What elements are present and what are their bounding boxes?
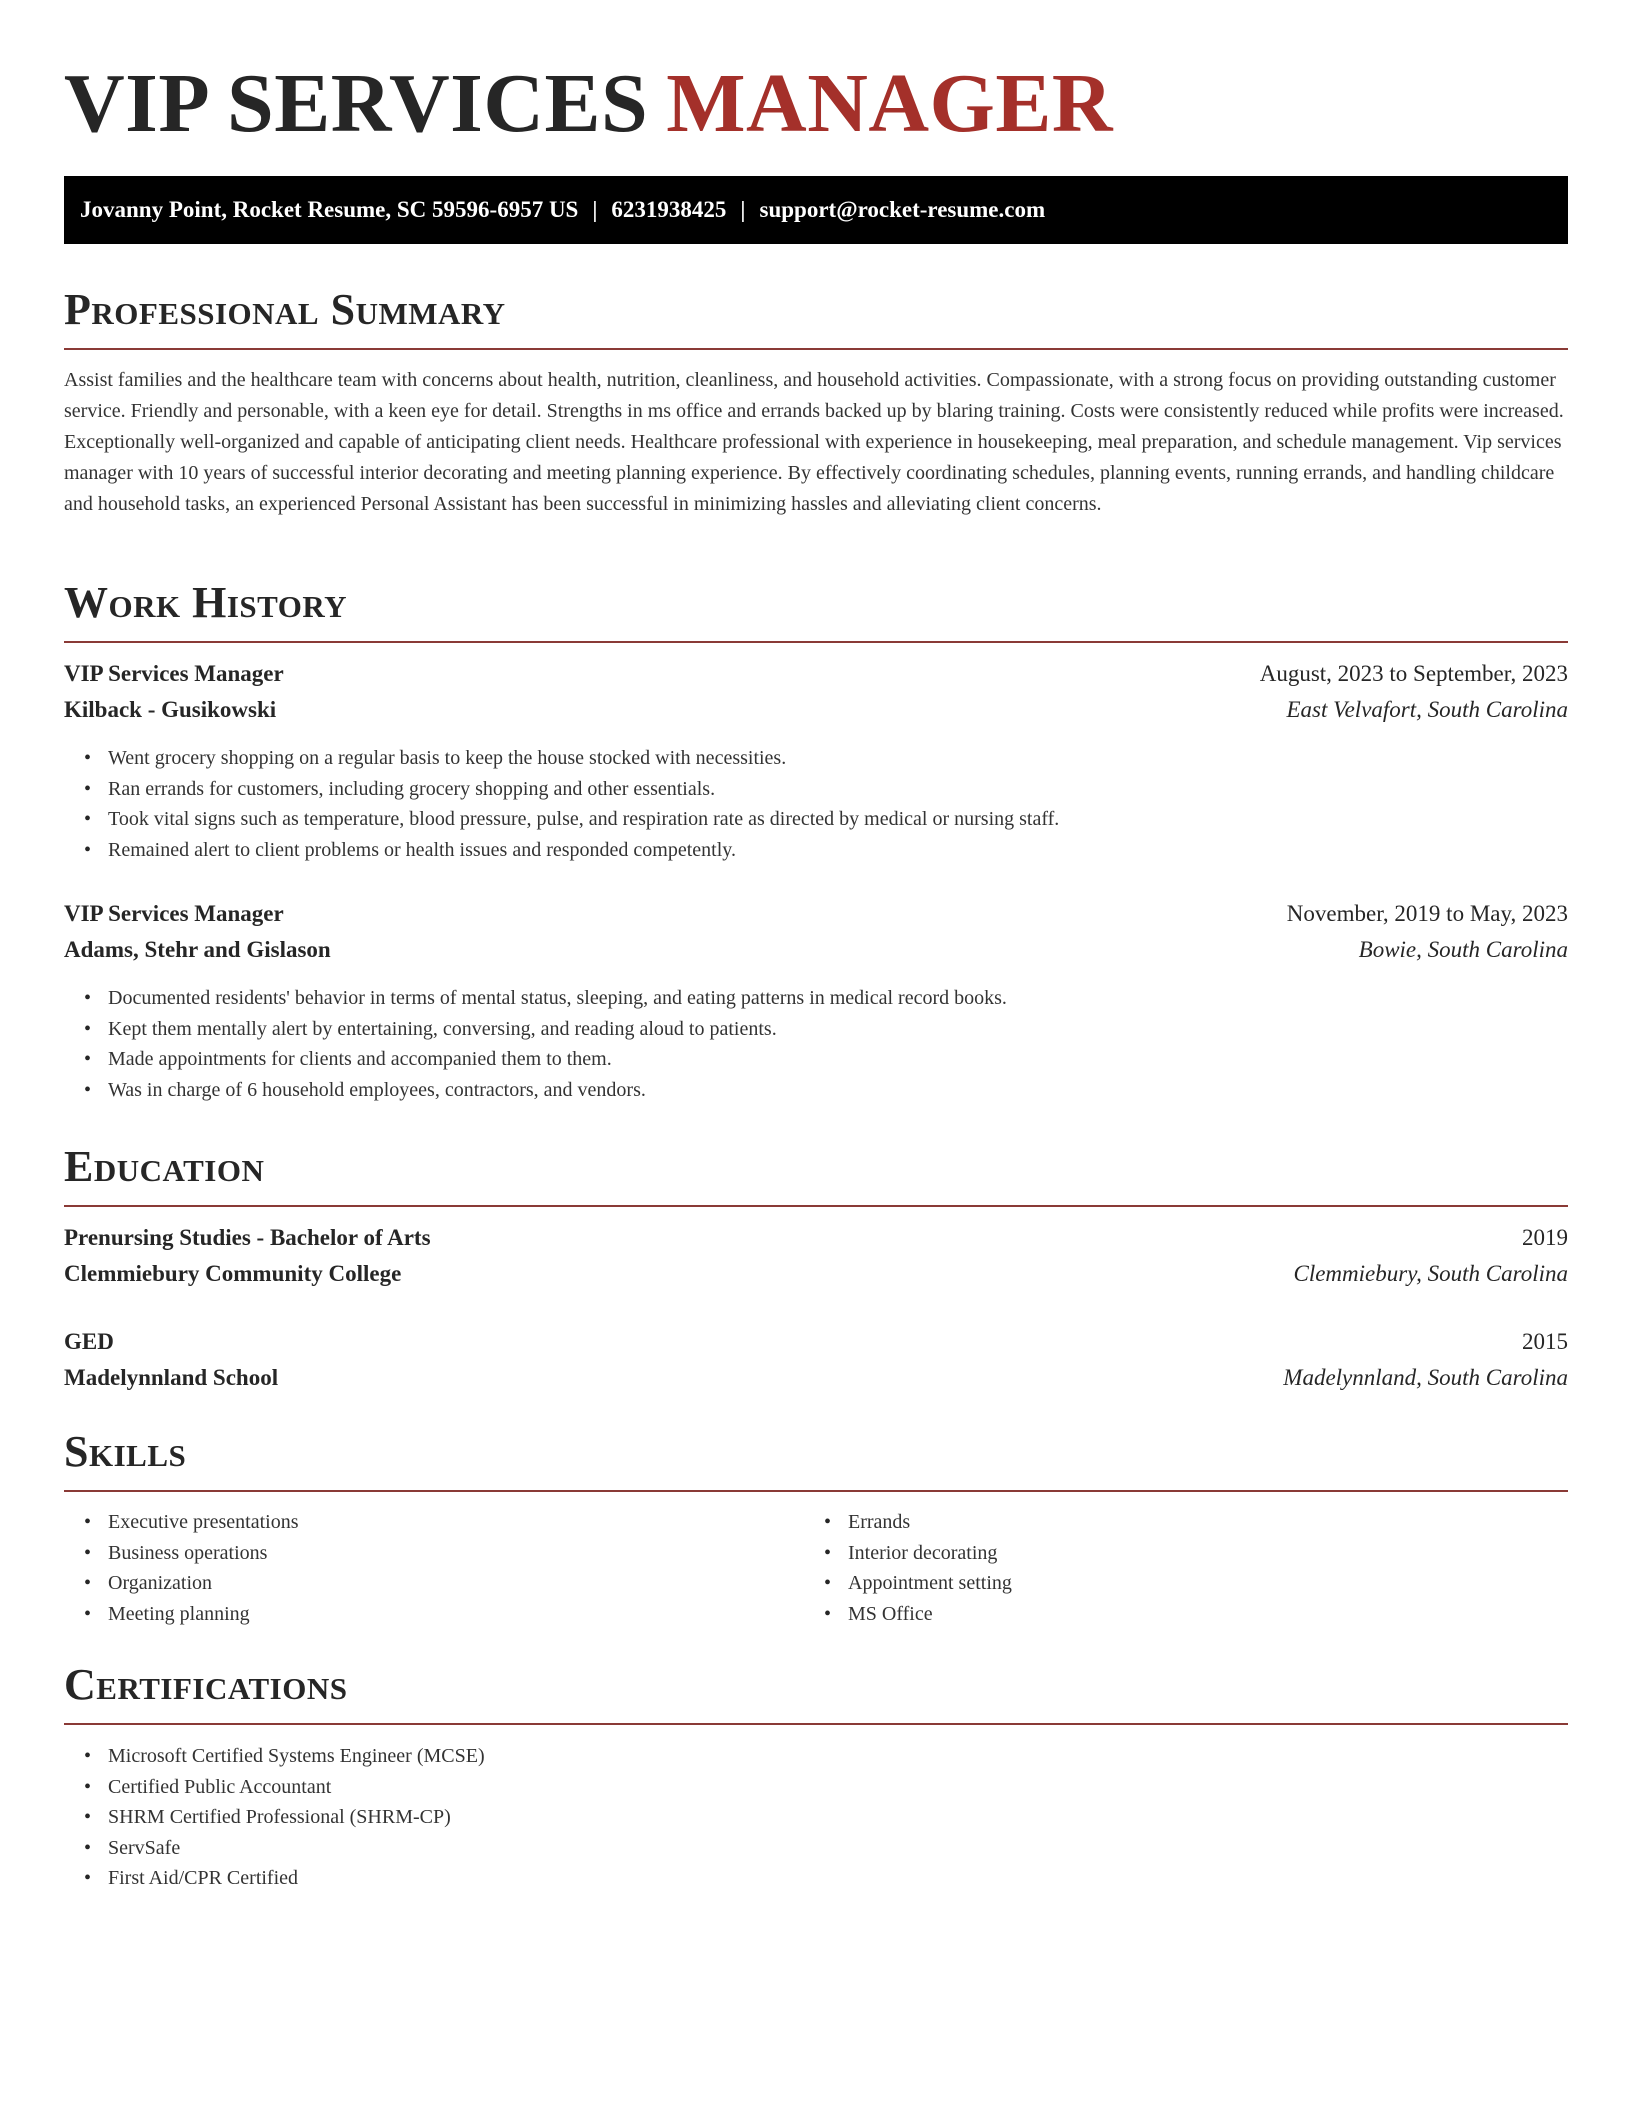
skills-list-right: [804, 1507, 1012, 1629]
job-1-title-row: [64, 659, 1568, 689]
job-location: East Velvafort, South Carolina: [1286, 697, 1568, 722]
title-part-2: MANAGER: [666, 57, 1114, 150]
job-2-duties: [64, 983, 1007, 1105]
list-item: • Documented residents' behavior in terms of mental status, sleeping, and eating patterns in medical record books.: [108, 983, 1007, 1014]
education-year: 2019: [1522, 1225, 1568, 1250]
contact-phone: 6231938425: [611, 197, 727, 222]
education-2-degree-row: [64, 1327, 1568, 1357]
skills-heading: Skills: [64, 1427, 187, 1476]
job-dates: August, 2023 to September, 2023: [1259, 661, 1568, 686]
certification-item: • ServSafe: [108, 1833, 485, 1864]
education-degree: Prenursing Studies - Bachelor of Arts: [64, 1225, 431, 1250]
skill-item: • Errands: [848, 1507, 1012, 1538]
list-item: • Remained alert to client problems or health issues and responded competently.: [108, 835, 1059, 866]
list-item: • Made appointments for clients and accompanied them to them.: [108, 1044, 1007, 1075]
list-item: • Took vital signs such as temperature, blood pressure, pulse, and respiration rate as directed by medical or nursing staff.: [108, 804, 1059, 835]
summary-heading: Professional Summary: [64, 285, 506, 334]
title-part-1: VIP SERVICES: [64, 57, 649, 150]
contact-separator: |: [740, 197, 746, 222]
job-dates: November, 2019 to May, 2023: [1286, 901, 1568, 926]
page-title: [64, 0, 1568, 160]
skill-item: • Executive presentations: [108, 1507, 299, 1538]
skill-item: • Meeting planning: [108, 1599, 299, 1630]
certifications-divider: [64, 1723, 1568, 1725]
job-1-company-row: [64, 695, 1568, 725]
education-divider: [64, 1205, 1568, 1207]
contact-address: Jovanny Point, Rocket Resume, SC 59596-6957 US: [80, 197, 579, 222]
education-school: Clemmiebury Community College: [64, 1261, 402, 1286]
certification-item: • SHRM Certified Professional (SHRM-CP): [108, 1802, 485, 1833]
education-heading: Education: [64, 1142, 265, 1191]
education-2-school-row: [64, 1363, 1568, 1393]
education-degree: GED: [64, 1329, 114, 1354]
job-2-company-row: [64, 935, 1568, 965]
certification-item: • Certified Public Accountant: [108, 1772, 485, 1803]
summary-text: Assist families and the healthcare team with concerns about health, nutrition, cleanliness, and household activities. Compassionate, with a strong focus on providing outstanding customer service. Friendly and personable, with a keen eye for detail. Strengths in ms office and errands backed up by blaring training. Costs were consistently reduced while profits were increased. Exceptionally well-organized and capable of anticipating client needs. Healthcare professional with experience in housekeeping, meal preparation, and schedule management. Vip services manager with 10 years of successful interior decorating and meeting planning experience. By effectively coordinating schedules, planning events, running errands, and handling childcare and household tasks, an experienced Personal Assistant has been successful in minimizing hassles and alleviating client concerns.: [64, 369, 1564, 515]
skills-list-left: [64, 1507, 299, 1629]
summary-divider: [64, 348, 1568, 350]
skills-divider: [64, 1490, 1568, 1492]
job-title: VIP Services Manager: [64, 661, 284, 686]
skill-item: • Interior decorating: [848, 1538, 1012, 1569]
certification-item: • Microsoft Certified Systems Engineer (MCSE): [108, 1741, 485, 1772]
skill-item: • Organization: [108, 1568, 299, 1599]
skill-item: • Appointment setting: [848, 1568, 1012, 1599]
education-year: 2015: [1522, 1329, 1568, 1354]
education-school: Madelynnland School: [64, 1365, 279, 1390]
skill-item: • MS Office: [848, 1599, 1012, 1630]
job-2-title-row: [64, 899, 1568, 929]
list-item: • Went grocery shopping on a regular basis to keep the house stocked with necessities.: [108, 743, 1059, 774]
resume-page: [64, 0, 1568, 1889]
list-item: • Kept them mentally alert by entertaining, conversing, and reading aloud to patients.: [108, 1014, 1007, 1045]
work-history-heading: Work History: [64, 578, 348, 627]
job-title: VIP Services Manager: [64, 901, 284, 926]
contact-bar: [64, 176, 1568, 244]
education-1-degree-row: [64, 1223, 1568, 1253]
education-location: Madelynnland, South Carolina: [1283, 1365, 1568, 1390]
education-1-school-row: [64, 1259, 1568, 1289]
list-item: • Was in charge of 6 household employees, contractors, and vendors.: [108, 1075, 1007, 1106]
certifications-list: [64, 1741, 485, 1894]
list-item: • Ran errands for customers, including grocery shopping and other essentials.: [108, 774, 1059, 805]
certifications-heading: Certifications: [64, 1660, 348, 1709]
skill-item: • Business operations: [108, 1538, 299, 1569]
education-location: Clemmiebury, South Carolina: [1293, 1261, 1568, 1286]
job-location: Bowie, South Carolina: [1358, 937, 1568, 962]
job-1-duties: [64, 743, 1059, 865]
certification-item: • First Aid/CPR Certified: [108, 1863, 485, 1894]
work-history-divider: [64, 641, 1568, 643]
job-company: Adams, Stehr and Gislason: [64, 937, 331, 962]
job-company: Kilback - Gusikowski: [64, 697, 277, 722]
contact-email[interactable]: support@rocket-resume.com: [759, 197, 1046, 222]
contact-separator: |: [592, 197, 598, 222]
